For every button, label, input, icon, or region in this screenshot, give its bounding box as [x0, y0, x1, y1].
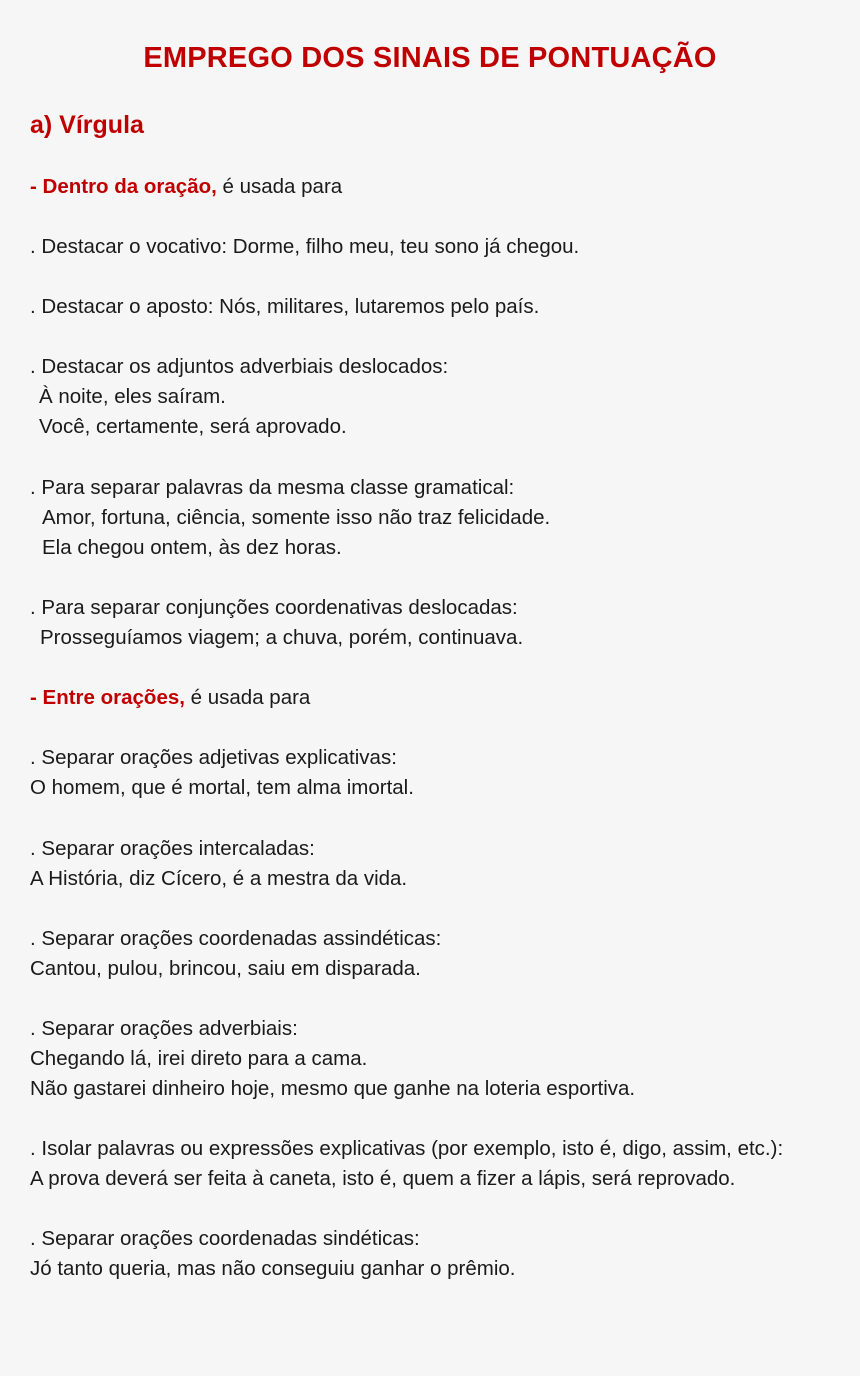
subheading-dentro-label: - Dentro da oração,: [30, 175, 217, 198]
rule-adjetivas-example-1: O homem, que é mortal, tem alma imortal.: [30, 776, 414, 799]
subheading-entre-oracoes: [30, 685, 310, 711]
rule-conjuncoes-intro: . Para separar conjunções coordenativas deslocadas:: [30, 596, 518, 619]
subheading-entre-label: - Entre orações,: [30, 686, 185, 709]
rule-mesma-classe-example-1: Amor, fortuna, ciência, somente isso não traz felicidade.: [42, 506, 551, 529]
rule-vocativo: . Destacar o vocativo: Dorme, filho meu, teu sono já chegou.: [30, 235, 580, 258]
rule-assindeticas-example-1: Cantou, pulou, brincou, saiu em disparada.: [30, 957, 421, 980]
subheading-dentro-rest: é usada para: [216, 175, 343, 198]
rule-adverbiais-example-1: Chegando lá, irei direto para a cama.: [30, 1047, 368, 1070]
rule-adverbiais-intro: . Separar orações adverbiais:: [30, 1017, 298, 1040]
rule-intercaladas-intro: . Separar orações intercaladas:: [30, 837, 315, 860]
rule-explicativas-example-1: A prova deverá ser feita à caneta, isto é, quem a fizer a lápis, será reprovado.: [30, 1167, 736, 1190]
rule-adjuntos-example-2: Você, certamente, será aprovado.: [39, 415, 347, 438]
rule-adverbiais-example-2: Não gastarei dinheiro hoje, mesmo que ganhe na loteria esportiva.: [30, 1077, 636, 1100]
rule-assindeticas-intro: . Separar orações coordenadas assindéticas:: [30, 927, 442, 950]
subheading-dentro-da-oracao: [30, 174, 342, 200]
section-heading-virgula: a) Vírgula: [30, 111, 144, 139]
page-title: EMPREGO DOS SINAIS DE PONTUAÇÃO: [143, 42, 717, 74]
rule-adjuntos-intro: . Destacar os adjuntos adverbiais deslocados:: [30, 355, 449, 378]
rule-adjetivas-intro: . Separar orações adjetivas explicativas:: [30, 746, 397, 769]
rule-intercaladas-example-1: A História, diz Cícero, é a mestra da vida.: [30, 867, 408, 890]
rule-explicativas-intro: . Isolar palavras ou expressões explicativas (por exemplo, isto é, digo, assim, etc.):: [30, 1137, 784, 1160]
rule-conjuncoes-example-1: Prosseguíamos viagem; a chuva, porém, continuava.: [40, 626, 524, 649]
rule-mesma-classe-intro: . Para separar palavras da mesma classe gramatical:: [30, 476, 515, 499]
rule-adjuntos-example-1: À noite, eles saíram.: [39, 385, 226, 408]
rule-sindeticas-intro: . Separar orações coordenadas sindéticas:: [30, 1227, 420, 1250]
subheading-entre-rest: é usada para: [184, 686, 311, 709]
rule-aposto: . Destacar o aposto: Nós, militares, lutaremos pelo país.: [30, 295, 540, 318]
rule-mesma-classe-example-2: Ela chegou ontem, às dez horas.: [42, 536, 342, 559]
rule-sindeticas-example-1: Jó tanto queria, mas não conseguiu ganhar o prêmio.: [30, 1257, 516, 1280]
